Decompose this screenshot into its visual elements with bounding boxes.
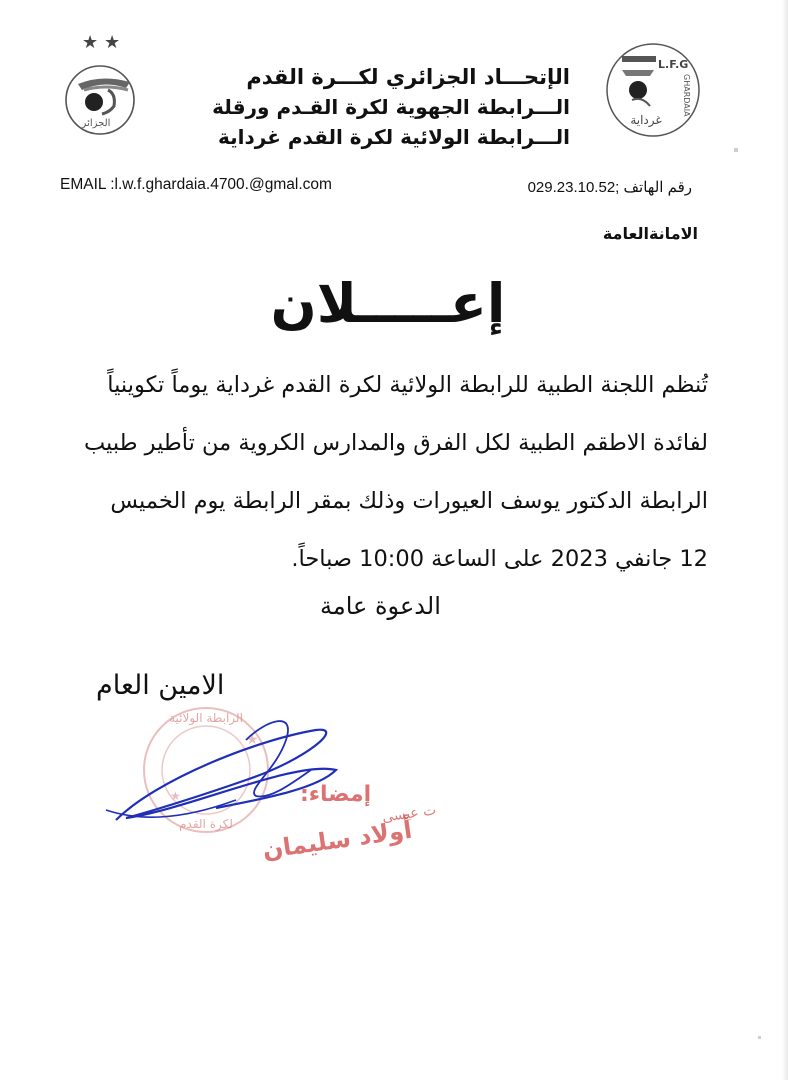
right-logo-caption: غرداية xyxy=(630,113,662,127)
faf-logo xyxy=(50,28,160,138)
right-logo-side-text: GHARDAIA xyxy=(682,74,691,117)
right-logo-acronym: L.F.G xyxy=(658,58,689,71)
stamp-ring-bottom: لكرة القدم xyxy=(179,817,233,831)
invitation-note: الدعوة عامة xyxy=(320,592,441,620)
regional-league-name: الـــرابطة الجهوية لكرة القـدم ورقلة xyxy=(212,95,570,119)
body-line-1: تُنظم اللجنة الطبية للرابطة الولائية لكرة القدم غرداية يوماً تكوينياً xyxy=(107,372,708,398)
stamp-signature-label: إمضاء: xyxy=(300,782,372,807)
page-edge xyxy=(782,0,788,1080)
secretariat-label: الامانةالعامة xyxy=(602,224,698,243)
svg-text:★: ★ xyxy=(170,789,181,803)
announcement-body xyxy=(68,356,708,588)
svg-text:★: ★ xyxy=(104,32,121,53)
svg-text:★: ★ xyxy=(246,732,259,748)
wilaya-league-name: الـــرابطة الولائية لكرة القدم غرداية xyxy=(218,125,570,149)
body-line-2: لفائدة الاطقم الطبية لكل الفرق والمدارس الكروية من تأطير طبيب xyxy=(83,430,708,456)
phone-number: رقم الهاتف ;029.23.10.52 xyxy=(527,179,692,196)
letterhead xyxy=(190,62,570,152)
secretary-general-title: الامين العام xyxy=(96,670,225,701)
federation-name: الإتحـــاد الجزائري لكـــرة القدم xyxy=(246,65,570,89)
stamp-name-prefix: ت عيسى xyxy=(381,802,438,826)
left-logo-caption: الجزائر xyxy=(81,118,111,129)
lfg-logo xyxy=(598,40,708,140)
stamp-ring-top: الرابطة الولائية xyxy=(169,711,243,725)
email-address: EMAIL :l.w.f.ghardaia.4700.@gmal.com xyxy=(60,176,332,193)
svg-text:★: ★ xyxy=(82,32,99,53)
contact-row xyxy=(60,176,700,200)
announcement-title: إعـــــلان xyxy=(270,272,506,335)
stamp-signatory-name: أولاد سليمان xyxy=(260,815,414,865)
body-line-4: 12 جانفي 2023 على الساعة 10:00 صباحاً. xyxy=(291,546,708,572)
body-line-3: الرابطة الدكتور يوسف العيورات وذلك بمقر الرابطة يوم الخميس xyxy=(110,488,708,514)
